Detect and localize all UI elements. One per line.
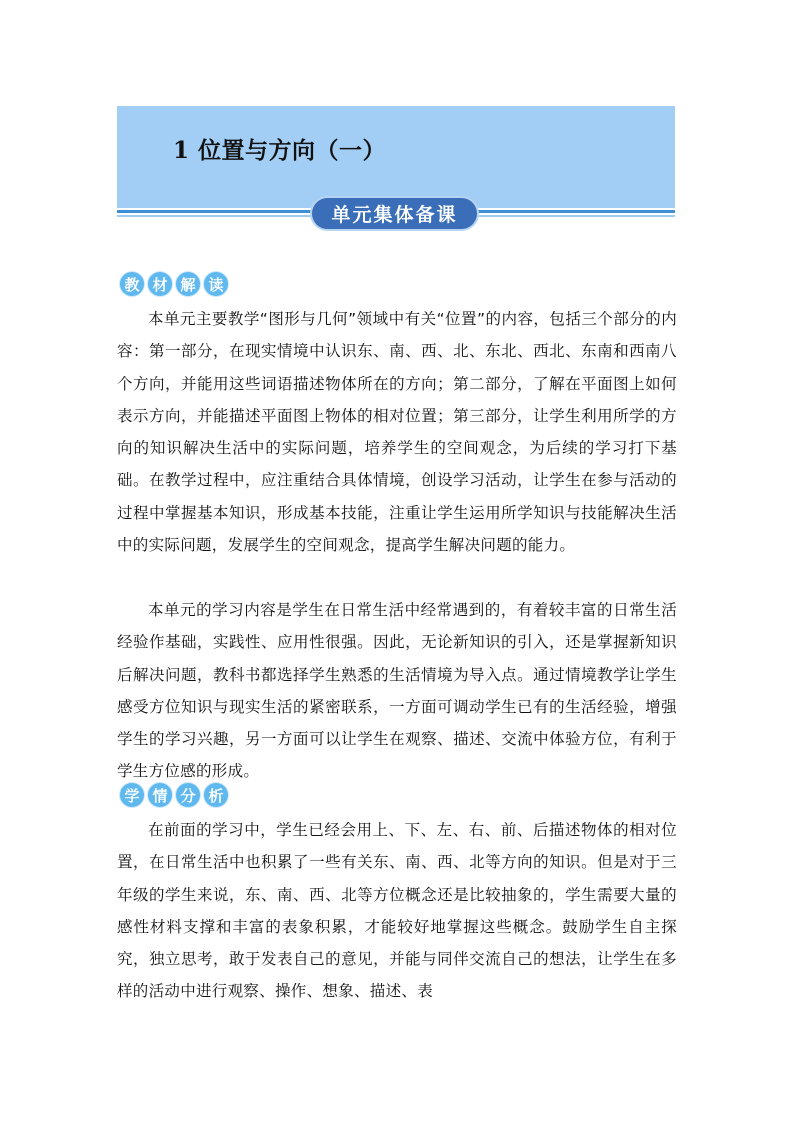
tag-char: 学 <box>119 782 145 808</box>
section-tag-textbook-analysis <box>119 271 229 298</box>
tag-char: 情 <box>147 782 173 808</box>
tag-char: 教 <box>119 271 145 297</box>
paragraph: 本单元主要教学“图形与几何”领域中有关“位置”的内容，包括三个部分的内容：第一部分，在现实情境中认识东、南、西、北、东北、西北、东南和西南八个方向，并能用这些词语描述物体所在的方向；第二部分，了解在平面图上如何表示方向，并能描述平面图上物体的相对位置；第三部分，让学生利用所学的方向的知识解决生活中的实际问题，培养学生的空间观念，为后续的学习打下基础。在教学过程中，应注重结合具体情境，创设学习活动，让学生在参与活动的过程中掌握基本知识，形成基本技能，注重让学生运用所学知识与技能解决生活中的实际问题，发展学生的空间观念，提高学生解决问题的能力。 <box>117 310 677 555</box>
tag-char: 解 <box>175 271 201 297</box>
unit-banner: 单元集体备课 <box>312 198 477 229</box>
tag-char: 析 <box>203 782 229 808</box>
page-title: 1 位置与方向（一） <box>173 137 387 164</box>
section-tag-student-analysis <box>119 782 229 809</box>
tag-char: 材 <box>147 271 173 297</box>
tag-char: 分 <box>175 782 201 808</box>
paragraph: 在前面的学习中，学生已经会用上、下、左、右、前、后描述物体的相对位置，在日常生活中也积累了一些有关东、南、西、北等方向的知识。但是对于三年级的学生来说，东、南、西、北等方位概念还是比较抽象的，学生需要大量的感性材料支撑和丰富的表象积累，才能较好地掌握这些概念。鼓励学生自主探究，独立思考，敢于发表自己的意见，并能与同伴交流自己的想法，让学生在多样的活动中进行观察、操作、想象、描述、表 <box>117 821 677 1001</box>
tag-char: 读 <box>203 271 229 297</box>
paragraph: 本单元的学习内容是学生在日常生活中经常遇到的，有着较丰富的日常生活经验作基础，实践性、应用性很强。因此，无论新知识的引入，还是掌握新知识后解决问题，教科书都选择学生熟悉的生活情境为导入点。通过情境教学让学生感受方位知识与现实生活的紧密联系，一方面可调动学生已有的生活经验，增强学生的学习兴趣，另一方面可以让学生在观察、描述、交流中体验方位，有利于学生方位感的形成。 <box>117 601 677 781</box>
